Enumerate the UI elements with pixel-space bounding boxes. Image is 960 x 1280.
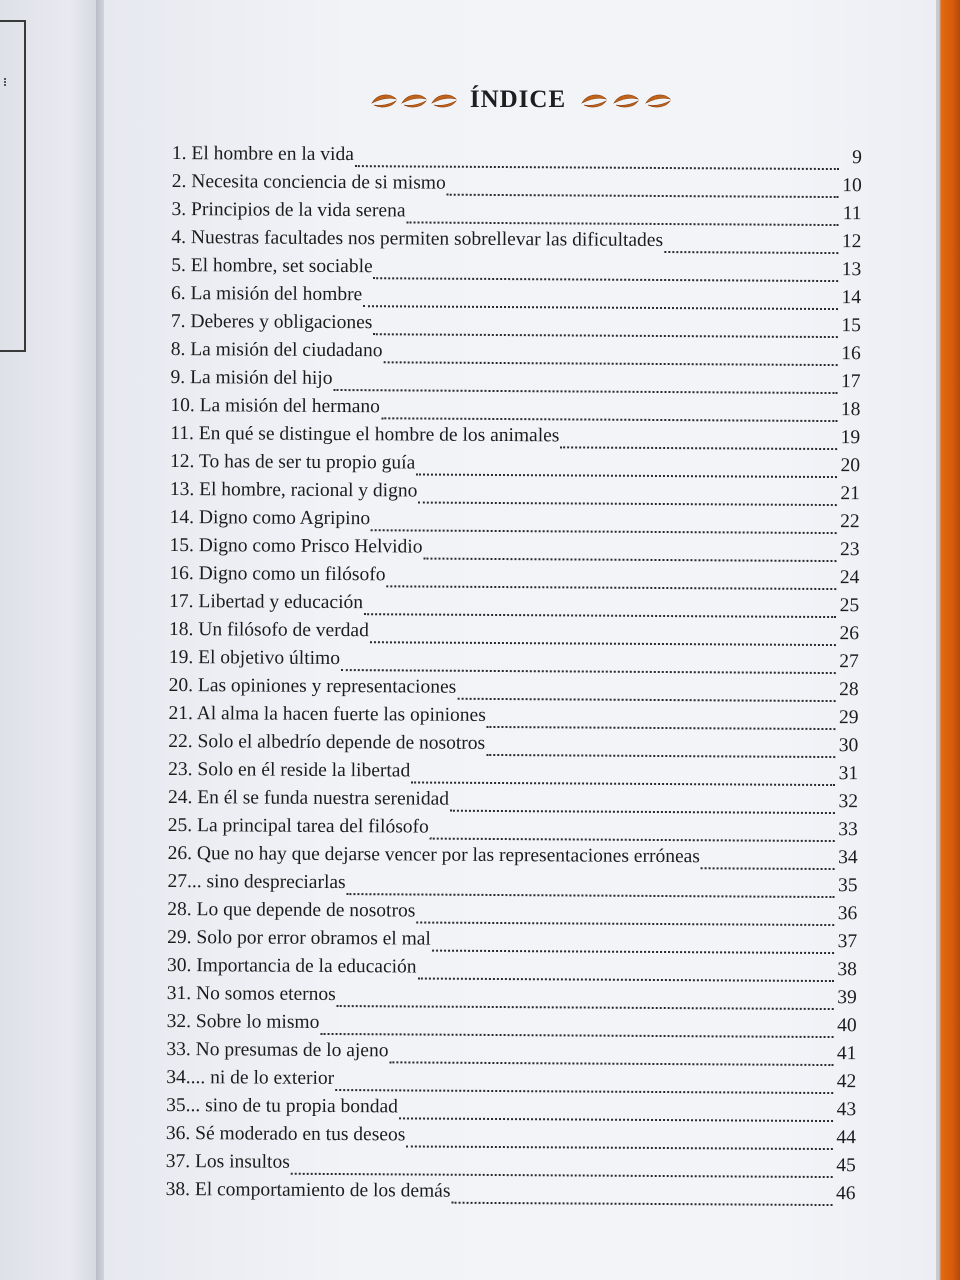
toc-leader-dots bbox=[370, 641, 836, 646]
toc-leader-dots bbox=[383, 361, 837, 366]
page-title: ÍNDICE bbox=[469, 86, 567, 113]
toc-leader-dots bbox=[363, 305, 838, 310]
toc-entry-page: 36 bbox=[837, 903, 858, 925]
toc-entry-title: 19. El objetivo último bbox=[168, 646, 341, 670]
toc-leader-dots bbox=[341, 669, 836, 674]
toc-leader-dots bbox=[373, 333, 838, 338]
toc-leader-dots bbox=[347, 893, 835, 898]
toc-entry bbox=[172, 143, 862, 175]
toc-entry-page: 33 bbox=[838, 819, 858, 841]
toc-leader-dots bbox=[335, 1089, 833, 1094]
toc-entry bbox=[167, 955, 857, 987]
toc-entry-title: 5. El hombre, set sociable bbox=[171, 254, 373, 278]
toc-entry bbox=[170, 367, 860, 399]
toc-entry bbox=[167, 1011, 857, 1043]
toc-entry bbox=[169, 535, 859, 567]
toc-entry-page: 27 bbox=[839, 651, 859, 673]
toc-entry-title: 38. El comportamiento de los demás bbox=[165, 1178, 451, 1202]
toc-entry-page: 9 bbox=[852, 147, 862, 169]
toc-entry bbox=[171, 227, 861, 259]
toc-entry bbox=[169, 675, 859, 707]
toc-entry-title: 7. Deberes y obligaciones bbox=[170, 310, 373, 334]
toc-entry bbox=[167, 899, 857, 931]
toc-entry-page: 24 bbox=[839, 567, 860, 589]
toc-entry-page: 22 bbox=[840, 511, 860, 533]
toc-leader-dots bbox=[364, 613, 836, 618]
toc-leader-dots bbox=[430, 838, 835, 842]
toc-entry-page: 13 bbox=[841, 259, 862, 281]
toc-entry-title: 20. Las opiniones y representaciones bbox=[168, 674, 457, 698]
toc-entry-page: 31 bbox=[838, 763, 859, 785]
toc-entry-page: 40 bbox=[837, 1015, 857, 1037]
toc-entry-title: 31. No somos eternos bbox=[166, 982, 336, 1006]
toc-entry bbox=[166, 1095, 856, 1127]
toc-entry-page: 21 bbox=[840, 483, 860, 505]
toc-entry bbox=[170, 451, 860, 483]
toc-entry-page: 46 bbox=[836, 1183, 856, 1205]
toc-leader-dots bbox=[399, 1117, 833, 1122]
toc-entry-title: 30. Importancia de la educación bbox=[166, 954, 417, 978]
toc-entry-page: 14 bbox=[841, 287, 862, 309]
toc-entry bbox=[168, 731, 858, 763]
toc-entry-title: 24. En él se funda nuestra serenidad bbox=[167, 786, 450, 810]
toc-leader-dots bbox=[333, 389, 837, 394]
toc-entry-title: 18. Un filósofo de verdad bbox=[168, 618, 369, 642]
toc-entry-page: 23 bbox=[839, 539, 860, 561]
toc-entry bbox=[168, 759, 858, 791]
toc-leader-dots bbox=[406, 1145, 833, 1150]
toc-entry bbox=[169, 591, 859, 623]
toc-entry-title: 34.... ni de lo exterior bbox=[166, 1066, 335, 1090]
toc-entry-page: 38 bbox=[837, 959, 858, 981]
toc-leader-dots bbox=[418, 502, 837, 507]
toc-entry-page: 11 bbox=[842, 203, 862, 225]
toc-entry bbox=[172, 171, 862, 203]
toc-leader-dots bbox=[560, 446, 837, 450]
toc-entry-title: 4. Nuestras facultades nos permiten sobrellevar las dificultades bbox=[171, 226, 664, 252]
toc-leader-dots bbox=[416, 473, 837, 478]
toc-entry-page: 12 bbox=[841, 231, 862, 253]
toc-entry bbox=[170, 507, 860, 539]
toc-leader-dots bbox=[457, 698, 835, 702]
toc-entry-title: 13. El hombre, racional y digno bbox=[169, 478, 418, 502]
toc-leader-dots bbox=[320, 1033, 833, 1038]
facing-page bbox=[0, 0, 100, 1280]
toc-entry bbox=[166, 1067, 856, 1099]
toc-entry-page: 45 bbox=[836, 1155, 856, 1177]
toc-entry-page: 29 bbox=[838, 707, 859, 729]
toc-entry-page: 30 bbox=[838, 735, 859, 757]
toc-leader-dots bbox=[355, 165, 839, 170]
toc-entry bbox=[167, 983, 857, 1015]
laurel-ornament-left-icon bbox=[368, 89, 460, 111]
toc-entry bbox=[168, 843, 858, 875]
toc-entry-page: 32 bbox=[838, 791, 859, 813]
toc-leader-dots bbox=[374, 277, 839, 282]
toc-entry-title: 17. Libertad y educación bbox=[169, 590, 364, 614]
toc-leader-dots bbox=[418, 978, 834, 983]
toc-entry-title: 27... sino despreciarlas bbox=[167, 870, 346, 894]
toc-entry-page: 37 bbox=[837, 931, 858, 953]
toc-entry-title: 35... sino de tu propia bondad bbox=[166, 1094, 398, 1118]
toc-entry bbox=[170, 423, 860, 455]
toc-entry bbox=[169, 563, 859, 595]
toc-entry-title: 3. Principios de la vida serena bbox=[171, 198, 406, 222]
toc-leader-dots bbox=[432, 950, 834, 954]
toc-entry bbox=[171, 255, 861, 287]
toc-leader-dots bbox=[664, 251, 838, 254]
facing-page-mark bbox=[4, 78, 9, 86]
toc-entry-title: 12. To has de ser tu propio guía bbox=[169, 450, 416, 474]
toc-entry-title: 6. La misión del hombre bbox=[171, 282, 363, 306]
toc-entry-page: 43 bbox=[836, 1099, 857, 1121]
toc-entry-title: 9. La misión del hijo bbox=[170, 366, 333, 389]
toc-leader-dots bbox=[416, 922, 834, 927]
toc-entry-page: 15 bbox=[841, 315, 861, 337]
toc-entry-title: 1. El hombre en la vida bbox=[171, 143, 354, 166]
toc-entry bbox=[170, 479, 860, 511]
toc-entry-page: 10 bbox=[842, 175, 862, 197]
toc-leader-dots bbox=[406, 221, 838, 226]
toc-entry-page: 26 bbox=[839, 623, 860, 645]
toc-entry-title: 37. Los insultos bbox=[165, 1150, 290, 1173]
toc-entry-title: 22. Solo el albedrío depende de nosotros bbox=[168, 730, 486, 754]
toc-leader-dots bbox=[447, 194, 839, 198]
toc-entry-title: 36. Sé moderado en tus deseos bbox=[165, 1122, 406, 1146]
toc-entry bbox=[168, 815, 858, 847]
toc-leader-dots bbox=[450, 810, 835, 814]
toc-leader-dots bbox=[486, 754, 835, 758]
toc-leader-dots bbox=[337, 1005, 834, 1010]
toc-entry bbox=[171, 339, 861, 371]
toc-entry-page: 39 bbox=[837, 987, 857, 1009]
toc-entry-page: 44 bbox=[836, 1127, 857, 1149]
toc-entry-title: 8. La misión del ciudadano bbox=[170, 338, 383, 362]
toc-entry bbox=[171, 311, 861, 343]
toc-entry bbox=[167, 927, 857, 959]
toc-leader-dots bbox=[423, 558, 836, 563]
toc-leader-dots bbox=[451, 1202, 832, 1206]
toc-entry-title: 25. La principal tarea del filósofo bbox=[167, 814, 429, 838]
toc-entry-title: 21. Al alma la hacen fuerte las opiniones bbox=[168, 702, 486, 726]
toc-entry-title: 23. Solo en él reside la libertad bbox=[168, 758, 411, 782]
toc-entry-page: 35 bbox=[837, 875, 858, 897]
toc-entry-page: 20 bbox=[840, 455, 861, 477]
toc-leader-dots bbox=[381, 417, 837, 422]
toc-leader-dots bbox=[487, 726, 836, 730]
toc-entry-page: 34 bbox=[838, 847, 858, 869]
toc-entry-title: 11. En qué se distingue el hombre de los animales bbox=[170, 422, 560, 447]
toc-entry-title: 29. Solo por error obramos el mal bbox=[167, 926, 431, 950]
toc-entry-page: 18 bbox=[840, 399, 861, 421]
laurel-ornament-right-icon bbox=[576, 89, 676, 111]
toc-leader-dots bbox=[389, 1061, 833, 1066]
toc-entry-title: 16. Digno como un filósofo bbox=[169, 562, 386, 586]
toc-entry-page: 41 bbox=[836, 1043, 857, 1065]
toc-entry bbox=[166, 1151, 856, 1183]
toc-entry bbox=[169, 619, 859, 651]
toc-entry bbox=[171, 199, 861, 231]
book-cover-edge bbox=[936, 0, 960, 1280]
toc-entry-title: 14. Digno como Agripino bbox=[169, 506, 371, 530]
toc-leader-dots bbox=[371, 529, 837, 534]
toc-entry-page: 16 bbox=[841, 343, 861, 365]
facing-page-frame bbox=[0, 20, 26, 352]
toc-entry bbox=[168, 703, 858, 735]
toc-entry-title: 15. Digno como Prisco Helvidio bbox=[169, 534, 423, 558]
toc-entry bbox=[169, 647, 859, 679]
toc-entry-page: 25 bbox=[839, 595, 860, 617]
toc-entry-title: 2. Necesita conciencia de si mismo bbox=[171, 170, 446, 194]
index-header bbox=[104, 80, 940, 120]
table-of-contents bbox=[166, 143, 862, 1211]
toc-entry-page: 19 bbox=[840, 427, 861, 449]
toc-entry-page: 28 bbox=[839, 679, 859, 701]
toc-entry bbox=[166, 1123, 856, 1155]
toc-entry bbox=[167, 871, 857, 903]
toc-entry-page: 42 bbox=[836, 1071, 857, 1093]
toc-leader-dots bbox=[411, 781, 835, 786]
toc-entry-page: 17 bbox=[840, 371, 861, 393]
toc-entry bbox=[166, 1039, 856, 1071]
toc-entry-title: 10. La misión del hermano bbox=[170, 394, 381, 418]
toc-entry bbox=[170, 395, 860, 427]
toc-entry-title: 26. Que no hay que dejarse vencer por las representaciones erróneas bbox=[167, 842, 700, 868]
toc-entry bbox=[171, 283, 861, 315]
toc-leader-dots bbox=[291, 1173, 833, 1178]
toc-entry-title: 33. No presumas de lo ajeno bbox=[166, 1038, 389, 1062]
toc-leader-dots bbox=[386, 585, 836, 590]
toc-entry-title: 28. Lo que depende de nosotros bbox=[167, 898, 416, 922]
toc-entry bbox=[168, 787, 858, 819]
toc-entry bbox=[166, 1179, 856, 1211]
toc-leader-dots bbox=[701, 867, 835, 870]
toc-entry-title: 32. Sobre lo mismo bbox=[166, 1010, 320, 1033]
